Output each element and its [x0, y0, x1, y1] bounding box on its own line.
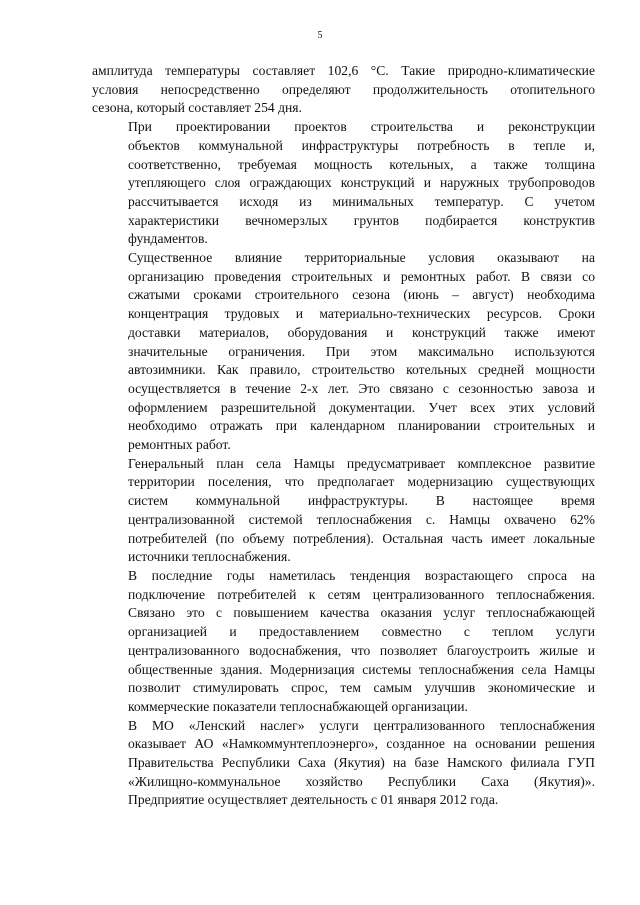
text-line: условия непосредственно определяют продолжительность отопительного [92, 81, 595, 97]
text-line: централизованной системой теплоснабжения с. Намцы охвачено 62% [128, 511, 595, 527]
paragraph [92, 717, 595, 811]
text-line: территории поселения, что предполагает модернизацию существующих [128, 474, 595, 490]
text-line: общественные здания. Модернизация системы теплоснабжения села Намцы [128, 661, 595, 677]
text-line: организацией и предоставлением совместно с теплом услуги [128, 624, 595, 640]
text-line: При проектировании проектов строительства и реконструкции [128, 119, 595, 135]
text-line: ремонтных работ. [128, 437, 231, 453]
document-body [92, 62, 595, 810]
text-line: сжатыми сроками строительного сезона (июнь – август) необходима [128, 287, 595, 303]
text-line: Правительства Республики Саха (Якутия) на базе Намского филиала ГУП [128, 755, 595, 771]
text-line: централизованного водоснабжения, что позволяет благоустроить жилые и [128, 642, 595, 658]
text-line: «Жилищно-коммунальное хозяйство Республики Саха (Якутия)». [128, 773, 595, 789]
paragraph [92, 62, 595, 118]
text-line: подключение потребителей к сетям централизованного теплоснабжения. [128, 586, 595, 602]
text-line: сезона, который составляет 254 дня. [92, 100, 302, 116]
paragraph [92, 567, 595, 717]
text-line: В МО «Ленский наслег» услуги централизованного теплоснабжения [128, 717, 595, 733]
text-line: необходимо отражать при календарном планировании строительных и [128, 418, 595, 434]
text-line: соответственно, требуемая мощность котельных, а также толщина [128, 156, 595, 172]
text-line: утепляющего слоя ограждающих конструкций и наружных трубопроводов [128, 175, 595, 191]
paragraph [92, 118, 595, 249]
text-line: В последние годы наметилась тенденция возрастающего спроса на [128, 567, 595, 583]
text-line: Существенное влияние территориальные условия оказывают на [128, 250, 595, 266]
text-line: источники теплоснабжения. [128, 549, 291, 565]
text-line: значительные ограничения. При этом максимально используются [128, 343, 595, 359]
text-line: позволит стимулировать спрос, тем самым улучшив экономические и [128, 680, 595, 696]
text-line: оказывает АО «Намкоммунтеплоэнерго», созданное на основании решения [128, 736, 595, 752]
text-line: коммерческие показатели теплоснабжающей организации. [128, 698, 468, 714]
text-line: потребителей (по объему потребления). Остальная часть имеет локальные [128, 530, 595, 546]
text-line: Генеральный план села Намцы предусматривает комплексное развитие [128, 455, 595, 471]
text-line: амплитуда температуры составляет 102,6 °С. Такие природно-климатические [92, 63, 595, 78]
text-line: характеристики вечномерзлых грунтов подбирается конструктив [128, 212, 595, 228]
text-line: Предприятие осуществляет деятельность с 01 января 2012 года. [128, 792, 499, 808]
paragraph [92, 455, 595, 567]
text-line: автозимники. Как правило, строительство котельных средней мощности [128, 362, 595, 378]
text-line: рассчитывается исходя из минимальных температур. С учетом [128, 193, 595, 209]
text-line: концентрация трудовых и материально-технических ресурсов. Сроки [128, 306, 595, 322]
text-line: Связано это с повышением качества оказания услуг теплоснабжающей [128, 605, 595, 621]
text-line: систем коммунальной инфраструктуры. В настоящее время [128, 493, 595, 509]
paragraph [92, 249, 595, 455]
text-line: доставки материалов, оборудования и конструкций также имеют [128, 324, 595, 340]
text-line: фундаментов. [128, 231, 208, 247]
text-line: организацию проведения строительных и ремонтных работ. В связи со [128, 268, 595, 284]
text-line: осуществляется в течение 2-х лет. Это связано с сезонностью завоза и [128, 380, 595, 396]
text-line: оформлением разрешительной документации. Учет всех этих условий [128, 399, 595, 415]
text-line: объектов коммунальной инфраструктуры потребность в тепле и, [128, 137, 595, 153]
page-number: 5 [317, 30, 323, 41]
